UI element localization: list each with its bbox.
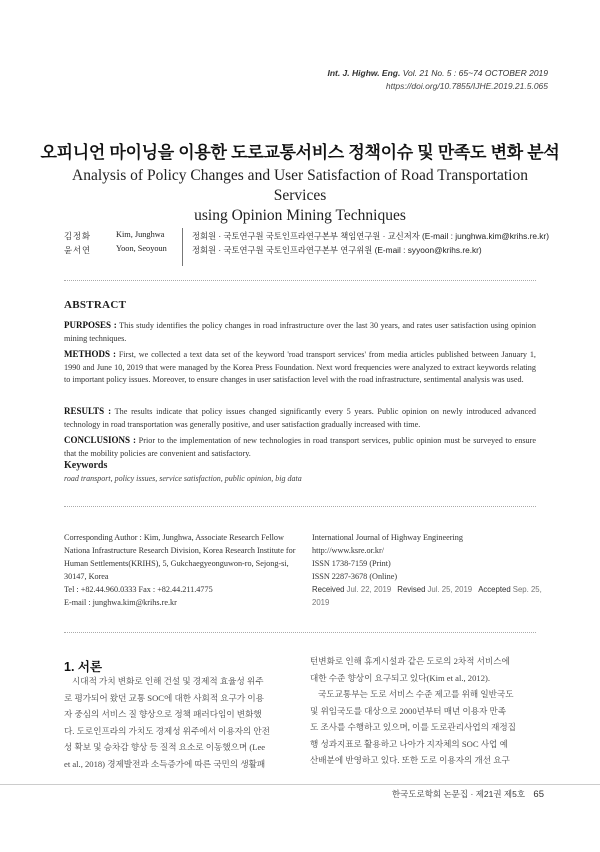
body-line: 로 평가되어 왔던 교통 SOC에 대한 사회적 요구가 이용: [64, 692, 264, 703]
body-line: 도 조사를 수행하고 있으며, 이를 도로관리사업의 재정집: [310, 722, 516, 732]
abstract-purposes: [64, 319, 536, 345]
divider-dotted: [64, 506, 536, 507]
title-korean: 오피니언 마이닝을 이용한 도로교통서비스 정책이슈 및 만족도 변화 분석: [40, 143, 560, 162]
author-english-name: Kim, Junghwa: [116, 230, 165, 239]
title-english-line1: Analysis of Policy Changes and User Satisfaction of Road Transportation Services: [72, 167, 528, 204]
author-korean-name: 김정화: [64, 231, 92, 241]
body-line: 국도교통부는 도로 서비스 수준 제고를 위해 일반국도: [318, 689, 514, 699]
conclusions-text: Prior to the implementation of new technologies in road transport services, public opinion must be surveyed to ensure that the mobility policies are convenient and satisfactory.: [64, 436, 536, 458]
body-line: 자 중심의 서비스 질 향상으로 정책 패러다임이 변화했: [64, 709, 262, 719]
revised-date: Jul. 25, 2019: [427, 585, 473, 594]
divider-dotted: [64, 632, 536, 633]
body-line: 다. 도로인프라의 가치도 경제성 위주에서 이용자의 안전: [64, 725, 270, 736]
corresponding-author-block: [64, 531, 304, 609]
revised-label: Revised: [397, 585, 426, 594]
section-heading: 1. 서론: [64, 660, 103, 674]
issn-online: ISSN 2287-3678 (Online): [312, 572, 398, 581]
body-line: 산배분에 반영하고 있다. 또한 도로 이용자의 개선 요구: [310, 755, 510, 765]
received-date: Jul. 22, 2019: [346, 585, 392, 594]
abstract-methods: [64, 348, 536, 387]
author-row: [64, 230, 549, 244]
footer-rule: [0, 784, 600, 785]
corr-line: 30147, Korea: [64, 572, 109, 581]
author-english-name: Yoon, Seoyoun: [116, 244, 167, 253]
divider-dotted: [64, 280, 536, 281]
title-english: [60, 166, 540, 226]
conclusions-label: CONCLUSIONS :: [64, 435, 136, 445]
journal-url[interactable]: http://www.ksre.or.kr/: [312, 546, 385, 555]
body-column-left: [64, 673, 296, 772]
body-line: 대한 수준 향상이 요구되고 있다(Kim et al., 2012).: [310, 672, 490, 683]
purposes-label: PURPOSES :: [64, 320, 117, 330]
article-dates: [312, 583, 552, 609]
corr-line: Human Settlements(KRIHS), 5, Gukchaegyeonguwon-ro, Sejong-si,: [64, 559, 289, 568]
accepted-date: Sep. 25, 2019: [312, 585, 542, 607]
journal-info-block: [312, 531, 552, 609]
journal-citation: [327, 68, 548, 78]
author-row: [64, 244, 544, 258]
body-line: et al., 2018) 경제발전과 소득증가에 따른 국민의 생활패: [64, 758, 266, 769]
abstract-results: [64, 405, 536, 431]
abstract-heading: ABSTRACT: [64, 299, 127, 311]
author-affiliation: 정회원 · 국토연구원 국토인프라연구본부 연구위원 (E-mail : syyoon@krihs.re.kr): [192, 245, 482, 255]
journal-name: International Journal of Highway Engineering: [312, 533, 463, 542]
page-number: 65: [533, 789, 544, 800]
journal-abbrev: Int. J. Highw. Eng.: [327, 68, 401, 78]
corr-line: Tel : +82.44.960.0333 Fax : +82.44.211.4775: [64, 585, 213, 594]
author-korean-name: 윤서연: [64, 245, 92, 255]
footer-journal-issue: 한국도로학회 논문집 · 제21권 제5호: [391, 789, 526, 799]
title-english-line2: using Opinion Mining Techniques: [194, 207, 406, 224]
purposes-text: This study identifies the policy changes in road infrastructure over the last 30 years, and rates user satisfaction using opinion mining techniques.: [64, 321, 536, 343]
volume-info: Vol. 21 No. 5 : 65~74 OCTOBER 2019: [400, 68, 548, 78]
results-text: The results indicate that policy issues changed significantly every 5 years. Public opinion on newly introduced advanced technology in road transportation was generally positive, and user satisfaction gradually increased with time.: [64, 407, 536, 429]
methods-text: First, we collected a text data set of the keyword 'road transport services' from media articles published between January 1, 1990 and June 10, 2019 that were managed by the Korea Press Foundation. Next word frequencies were analyzed to extract keywords relating to important policy issues. Moreover, to ensure changes in user satisfaction level with the road infrastructure, sentimental analysis was used.: [64, 350, 536, 384]
corr-line: Nationa Infrastructure Research Division, Korea Research Institute for: [64, 546, 296, 555]
accepted-label: Accepted: [478, 585, 511, 594]
body-column-right: [310, 653, 536, 769]
abstract-conclusions: [64, 434, 536, 460]
corr-email[interactable]: E-mail : junghwa.kim@krihs.re.kr: [64, 598, 177, 607]
author-affiliation: 정회원 · 국토연구원 국토인프라연구본부 책임연구원 · 교신저자 (E-mail : junghwa.kim@krihs.re.kr): [192, 231, 549, 241]
author-list: [64, 230, 549, 264]
body-line: 및 위임국도를 대상으로 2000년부터 매년 이용자 만족: [310, 705, 507, 716]
body-line: 시대적 가치 변화로 인해 건설 및 경제적 효율성 위주: [72, 676, 264, 686]
doi-link[interactable]: https://doi.org/10.7855/IJHE.2019.21.5.065: [385, 81, 548, 91]
keywords-list: road transport, policy issues, service satisfaction, public opinion, big data: [64, 474, 302, 483]
keywords-heading: Keywords: [64, 460, 108, 471]
results-label: RESULTS :: [64, 406, 112, 416]
body-line: 턴변화로 인해 휴게시설과 같은 도로의 2차적 서비스에: [310, 656, 510, 666]
methods-label: METHODS :: [64, 349, 117, 359]
issn-print: ISSN 1738-7159 (Print): [312, 559, 391, 568]
corr-line: Corresponding Author : Kim, Junghwa, Associate Research Fellow: [64, 533, 284, 542]
body-line: 행 성과지표로 활용하고 나아가 지자체의 SOC 사업 예: [310, 738, 508, 749]
received-label: Received: [312, 585, 345, 594]
body-line: 성 확보 및 승차감 향상 등 질적 요소로 이동했으며 (Lee: [64, 742, 266, 752]
page-footer: [392, 788, 544, 800]
